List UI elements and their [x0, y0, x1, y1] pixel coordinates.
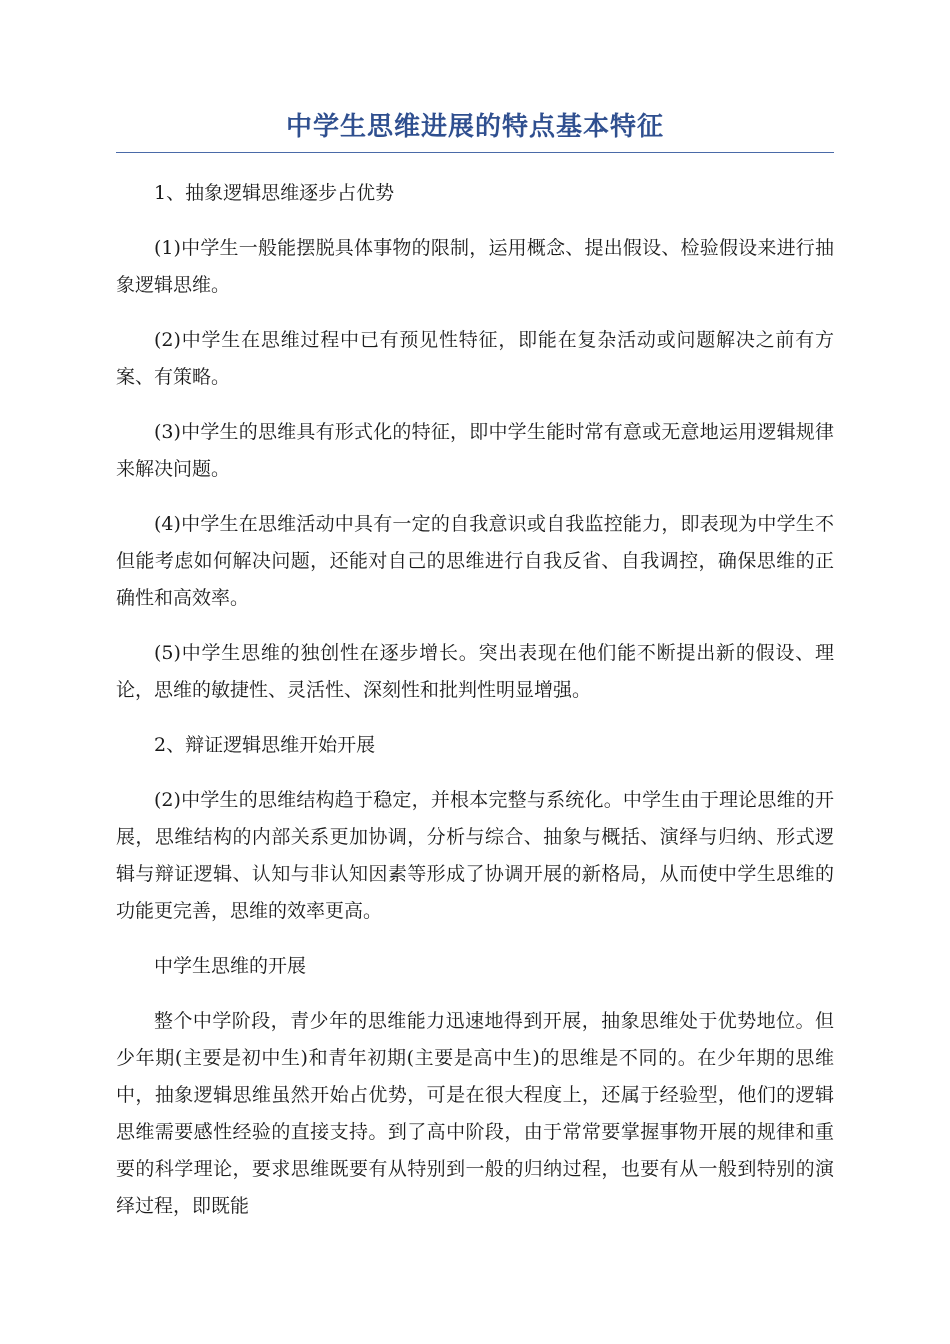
paragraph: (1)中学生一般能摆脱具体事物的限制，运用概念、提出假设、检验假设来进行抽象逻辑思维。: [116, 237, 834, 296]
document-title: 中学生思维进展的特点基本特征: [116, 110, 834, 153]
paragraph-heading-2: 2、辩证逻辑思维开始开展: [154, 734, 376, 756]
paragraph: (4)中学生在思维活动中具有一定的自我意识或自我监控能力，即表现为中学生不但能考虑如何解决问题，还能对自己的思维进行自我反省、自我调控，确保思维的正确性和高效率。: [116, 513, 834, 609]
paragraph-heading-3: 中学生思维的开展: [154, 955, 307, 977]
document-page: [116, 110, 834, 1243]
paragraph: 整个中学阶段，青少年的思维能力迅速地得到开展，抽象思维处于优势地位。但少年期(主要是初中生)和青年初期(主要是高中生)的思维是不同的。在少年期的思维中，抽象逻辑思维虽然开始占优势，可是在很大程度上，还属于经验型，他们的逻辑思维需要感性经验的直接支持。到了高中阶段，由于常常要掌握事物开展的规律和重要的科学理论，要求思维既要有从特别到一般的归纳过程，也要有从一般到特别的演绎过程，即既能: [116, 1010, 834, 1217]
paragraph: (3)中学生的思维具有形式化的特征，即中学生能时常有意或无意地运用逻辑规律来解决问题。: [116, 421, 834, 480]
paragraph: (2)中学生的思维结构趋于稳定，并根本完整与系统化。中学生由于理论思维的开展，思维结构的内部关系更加协调，分析与综合、抽象与概括、演绎与归纳、形式逻辑与辩证逻辑、认知与非认知因素等形成了协调开展的新格局，从而使中学生思维的功能更完善，思维的效率更高。: [116, 789, 834, 922]
document-body: [116, 175, 834, 1225]
paragraph: (5)中学生思维的独创性在逐步增长。突出表现在他们能不断提出新的假设、理论，思维的敏捷性、灵活性、深刻性和批判性明显增强。: [116, 642, 834, 701]
paragraph-heading-1: 1、抽象逻辑思维逐步占优势: [154, 182, 395, 204]
paragraph: (2)中学生在思维过程中已有预见性特征，即能在复杂活动或问题解决之前有方案、有策略。: [116, 329, 834, 388]
